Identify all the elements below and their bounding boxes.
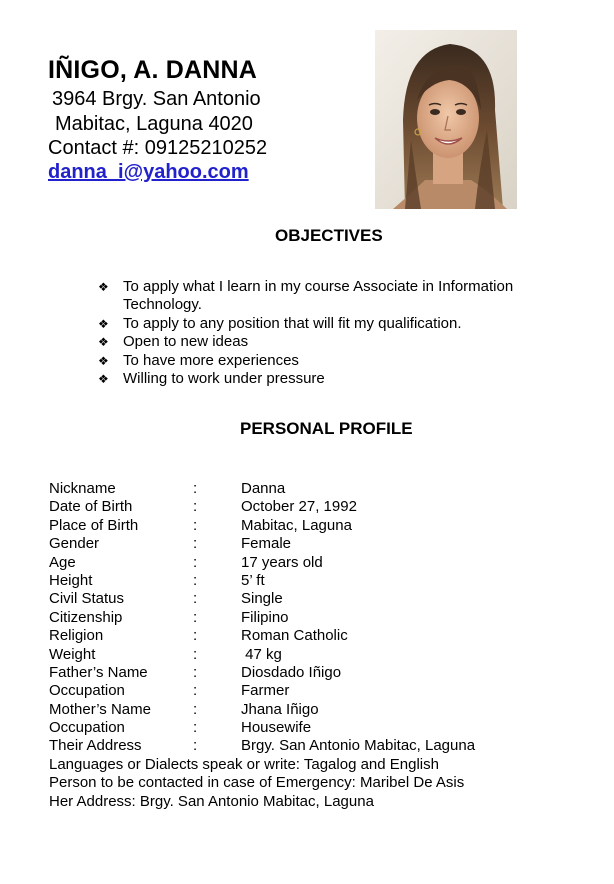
profile-label: Occupation [49, 719, 125, 737]
profile-label: Place of Birth [49, 516, 139, 534]
profile-label: Mother’s Name [49, 700, 151, 718]
profile-separator: : [193, 571, 198, 589]
profile-label: Date of Birth [49, 498, 133, 516]
diamond-bullet-icon: ❖ [98, 335, 109, 350]
objectives-heading: OBJECTIVES [275, 226, 383, 245]
profile-row [49, 480, 464, 498]
objective-text: Willing to work under pressure [123, 370, 325, 388]
profile-separator: : [193, 719, 198, 737]
list-item [98, 278, 558, 315]
profile-value: Diosdado Iñigo [241, 663, 342, 681]
portrait-illustration [375, 30, 517, 209]
profile-separator: : [193, 682, 198, 700]
profile-row [49, 609, 464, 627]
objective-text: To apply what I learn in my course Associate in Information Technology. [123, 278, 514, 314]
diamond-bullet-icon: ❖ [98, 280, 109, 294]
objectives-list [98, 278, 558, 388]
profile-row [49, 627, 464, 645]
profile-row [49, 517, 464, 535]
objective-text: To apply to any position that will fit my qualification. [123, 314, 462, 332]
objective-text: To have more experiences [123, 351, 299, 369]
profile-separator: : [193, 700, 198, 718]
profile-separator: : [193, 590, 198, 608]
diamond-bullet-icon: ❖ [98, 372, 109, 387]
emergency-contact-line: Person to be contacted in case of Emergency: Maribel De Asis [49, 774, 465, 792]
profile-label: Height [49, 571, 93, 589]
portrait-photo [375, 30, 517, 209]
profile-value: Jhana Iñigo [241, 700, 319, 718]
list-item [98, 333, 558, 351]
profile-row [49, 737, 476, 755]
profile-row [49, 498, 464, 516]
emergency-address-line: Her Address: Brgy. San Antonio Mabitac, Laguna [49, 792, 374, 810]
profile-value: 47 kg [241, 645, 282, 663]
profile-value: Brgy. San Antonio Mabitac, Laguna [241, 737, 476, 755]
profile-value: October 27, 1992 [241, 498, 357, 516]
contact-number: Contact #: 09125210252 [48, 137, 268, 159]
profile-row [49, 554, 464, 572]
profile-row [49, 719, 464, 737]
address-line-1: 3964 Brgy. San Antonio [52, 88, 261, 110]
profile-row [49, 646, 464, 664]
diamond-bullet-icon: ❖ [98, 316, 109, 331]
diamond-bullet-icon: ❖ [98, 353, 109, 368]
profile-value: 5’ ft [241, 571, 265, 589]
profile-value: 17 years old [241, 553, 323, 571]
profile-value: Roman Catholic [241, 627, 348, 645]
profile-row [49, 572, 464, 590]
profile-label: Their Address [49, 737, 142, 755]
profile-label: Religion [49, 627, 104, 645]
profile-separator: : [193, 663, 198, 681]
profile-row [49, 535, 464, 553]
profile-value: Filipino [241, 608, 289, 626]
profile-label: Citizenship [49, 608, 123, 626]
profile-value: Farmer [241, 682, 290, 700]
profile-label: Weight [49, 645, 96, 663]
profile-separator: : [193, 645, 198, 663]
profile-separator: : [193, 498, 198, 516]
profile-label: Civil Status [49, 590, 125, 608]
profile-label: Occupation [49, 682, 125, 700]
personal-profile-table [49, 480, 476, 811]
email-link[interactable]: danna_i@yahoo.com [48, 161, 249, 183]
list-item [98, 370, 558, 388]
profile-value: Single [241, 590, 283, 608]
objective-text: Open to new ideas [123, 333, 249, 351]
profile-row [49, 682, 464, 700]
profile-separator: : [193, 516, 198, 534]
applicant-name: IÑIGO, A. DANNA [48, 56, 258, 84]
profile-value: Mabitac, Laguna [241, 516, 352, 534]
profile-value: Danna [241, 480, 286, 497]
profile-separator: : [193, 535, 198, 553]
address-line-2: Mabitac, Laguna 4020 [55, 113, 253, 135]
profile-row [49, 701, 464, 719]
profile-label: Gender [49, 535, 100, 553]
list-item [98, 315, 558, 333]
profile-label: Nickname [49, 480, 116, 497]
list-item [98, 352, 558, 370]
profile-separator: : [193, 480, 198, 497]
profile-separator: : [193, 553, 198, 571]
profile-row [49, 590, 464, 608]
profile-row [49, 664, 464, 682]
profile-label: Father’s Name [49, 663, 148, 681]
profile-value: Housewife [241, 719, 312, 737]
profile-value: Female [241, 535, 292, 553]
personal-profile-heading: PERSONAL PROFILE [240, 419, 413, 438]
profile-separator: : [193, 737, 198, 755]
profile-separator: : [193, 627, 198, 645]
profile-separator: : [193, 608, 198, 626]
profile-label: Age [49, 553, 76, 571]
languages-line: Languages or Dialects speak or write: Tagalog and English [49, 755, 439, 773]
